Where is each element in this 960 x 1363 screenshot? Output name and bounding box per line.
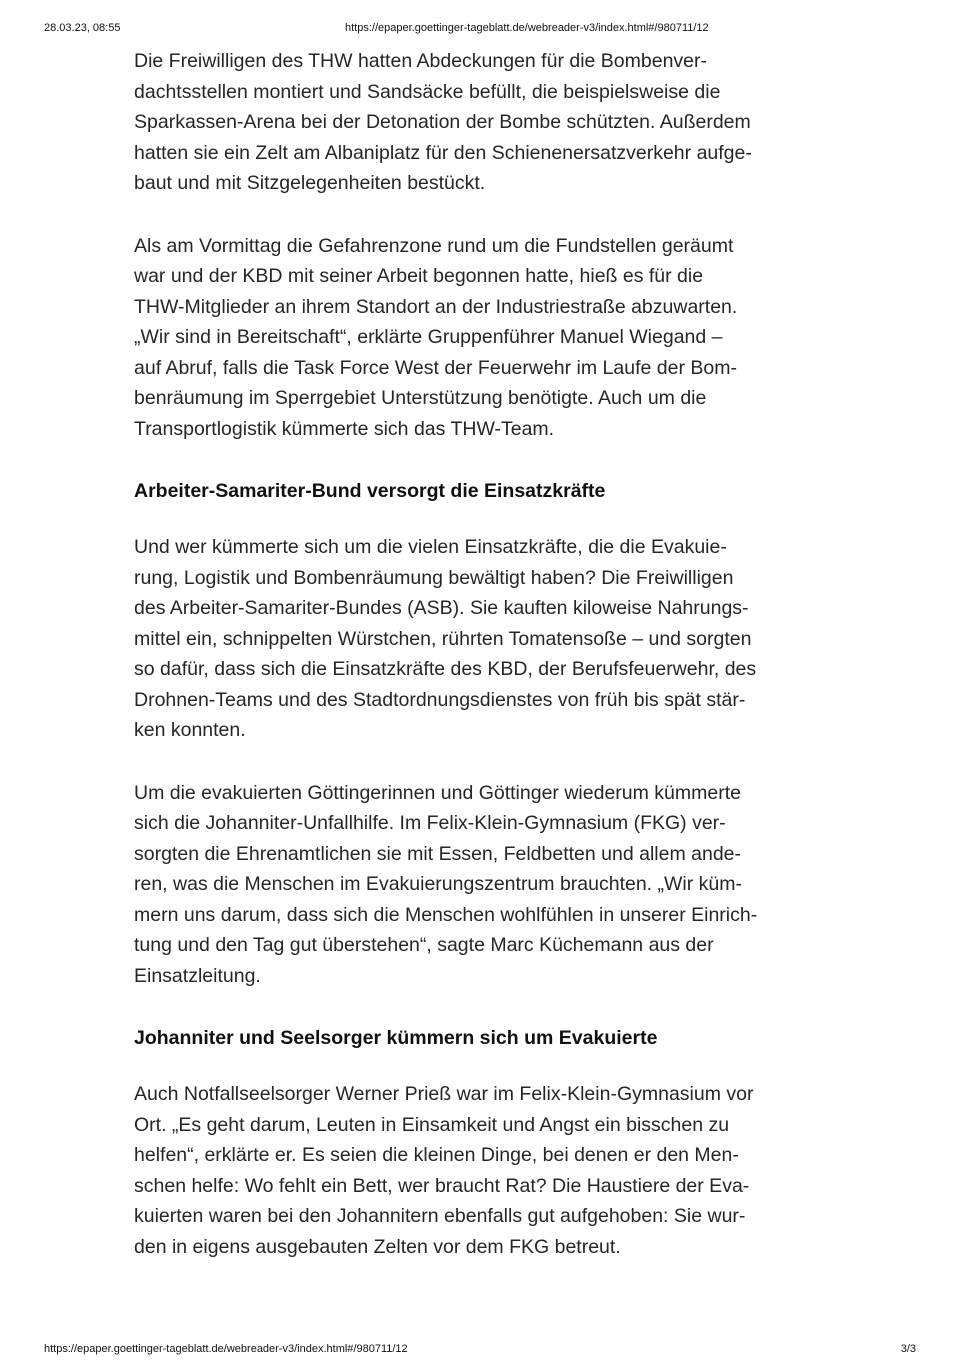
text-line: sorgten die Ehrenamtlichen sie mit Essen, Feldbetten und allem ande-	[134, 842, 742, 865]
footer-url: https://epaper.goettinger-tageblatt.de/webreader-v3/index.html#/980711/12	[44, 1343, 408, 1355]
text-line: benräumung im Sperrgebiet Unterstützung benötigte. Auch um die	[134, 387, 707, 409]
paragraph-3	[134, 532, 834, 746]
text-line: „Wir sind in Bereitschaft“, erklärte Gruppenführer Manuel Wiegand –	[134, 326, 723, 348]
paragraph-2	[134, 231, 834, 445]
text-line: Die Freiwilligen des THW hatten Abdeckungen für die Bombenver-	[134, 50, 708, 72]
text-line: Um die evakuierten Göttingerinnen und Göttinger wiederum kümmerte	[134, 781, 741, 804]
text-line: mittel ein, schnippelten Würstchen, rührten Tomatensoße – und sorgten	[134, 627, 752, 650]
text-line: kuierten waren bei den Johannitern ebenfalls gut aufgehoben: Sie wur-	[134, 1205, 746, 1227]
print-datetime: 28.03.23, 08:55	[44, 22, 121, 34]
paragraph-1	[134, 46, 834, 199]
text-line: schen helfe: Wo fehlt ein Bett, wer braucht Rat? Die Haustiere der Eva-	[134, 1174, 750, 1197]
text-line: tung und den Tag gut überstehen“, sagte Marc Küchemann aus der	[134, 934, 714, 956]
text-line: rung, Logistik und Bombenräumung bewältigt haben? Die Freiwilligen	[134, 566, 734, 589]
text-line: helfen“, erklärte er. Es seien die kleinen Dinge, bei denen er den Men-	[134, 1144, 739, 1166]
text-line: Einsatzleitung.	[134, 964, 261, 987]
text-line: hatten sie ein Zelt am Albaniplatz für den Schienenersatzverkehr aufge-	[134, 141, 752, 164]
subheading-asb: Arbeiter-Samariter-Bund versorgt die Einsatzkräfte	[134, 480, 606, 502]
text-line: so dafür, dass sich die Einsatzkräfte des KBD, der Berufsfeuerwehr, des	[134, 658, 757, 680]
text-line: Transportlogistik kümmerte sich das THW-Team.	[134, 417, 555, 440]
print-footer	[0, 1343, 960, 1363]
text-line: Ort. „Es geht darum, Leuten in Einsamkeit und Angst ein bisschen zu	[134, 1113, 730, 1136]
print-url: https://epaper.goettinger-tageblatt.de/webreader-v3/index.html#/980711/12	[345, 22, 709, 34]
subheading-johanniter: Johanniter und Seelsorger kümmern sich um Evakuierte	[134, 1027, 658, 1049]
text-line: Und wer kümmerte sich um die vielen Einsatzkräfte, die die Evakuie-	[134, 536, 727, 558]
text-line: Auch Notfallseelsorger Werner Prieß war im Felix-Klein-Gymnasium vor	[134, 1083, 754, 1105]
text-line: sich die Johanniter-Unfallhilfe. Im Felix-Klein-Gymnasium (FKG) ver-	[134, 812, 726, 834]
text-line: ren, was die Menschen im Evakuierungszentrum brauchten. „Wir küm-	[134, 873, 742, 895]
text-line: auf Abruf, falls die Task Force West der Feuerwehr im Laufe der Bom-	[134, 356, 737, 379]
paragraph-4	[134, 778, 834, 992]
text-line: THW-Mitglieder an ihrem Standort an der Industriestraße abzuwarten.	[134, 295, 738, 318]
text-line: ken konnten.	[134, 719, 246, 741]
text-line: Drohnen-Teams und des Stadtordnungsdienstes von früh bis spät stär-	[134, 688, 746, 711]
text-line: dachtsstellen montiert und Sandsäcke befüllt, die beispielsweise die	[134, 80, 721, 103]
text-line: des Arbeiter-Samariter-Bundes (ASB). Sie kauften kiloweise Nahrungs-	[134, 597, 749, 619]
text-line: den in eigens ausgebauten Zelten vor dem FKG betreut.	[134, 1235, 621, 1258]
text-line: baut und mit Sitzgelegenheiten bestückt.	[134, 172, 486, 194]
page-number: 3/3	[900, 1343, 916, 1355]
paragraph-5	[134, 1079, 834, 1262]
text-line: Als am Vormittag die Gefahrenzone rund um die Fundstellen geräumt	[134, 234, 734, 257]
print-header	[0, 22, 960, 42]
text-line: war und der KBD mit seiner Arbeit begonnen hatte, hieß es für die	[134, 265, 704, 287]
article-body	[134, 46, 834, 1294]
text-line: Sparkassen-Arena bei der Detonation der Bombe schützten. Außerdem	[134, 111, 751, 133]
text-line: mern uns darum, dass sich die Menschen wohlfühlen in unserer Einrich-	[134, 903, 758, 926]
